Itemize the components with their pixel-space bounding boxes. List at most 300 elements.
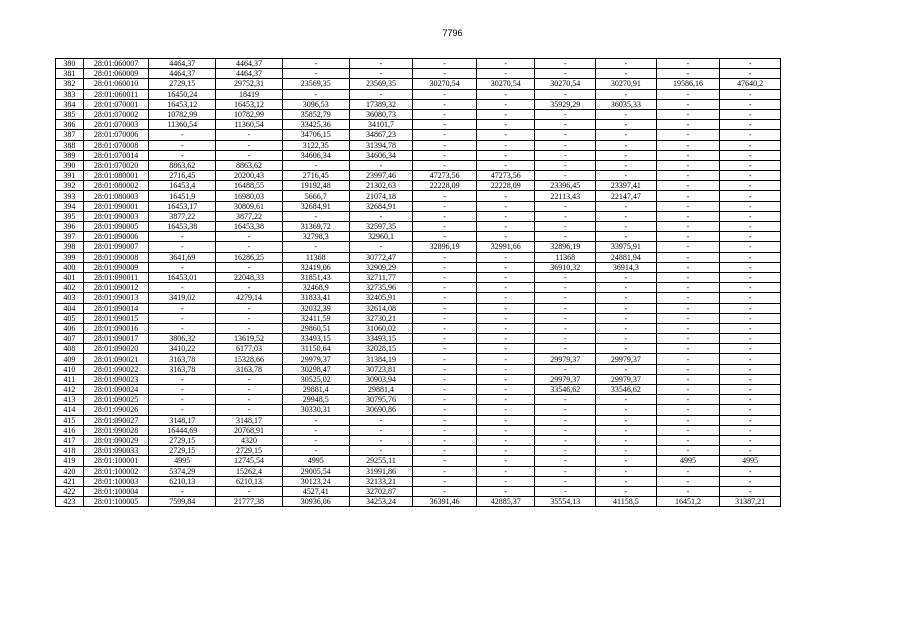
cadastral-number-cell: 28:01:090011 <box>83 272 149 282</box>
value-cell: 30330,31 <box>282 405 349 415</box>
value-cell: 47640,2 <box>720 79 781 89</box>
value-cell: 32684,91 <box>282 201 349 211</box>
cadastral-number-cell: 28:01:090023 <box>83 374 149 384</box>
value-cell: - <box>349 160 413 170</box>
value-cell: 32896,19 <box>413 242 477 252</box>
value-cell: - <box>596 364 657 374</box>
cadastral-number-cell: 28:01:100005 <box>83 497 149 507</box>
value-cell: 29979,37 <box>535 354 596 364</box>
value-cell: - <box>282 446 349 456</box>
value-cell: - <box>656 232 720 242</box>
table-row <box>56 181 781 191</box>
row-number-cell: 417 <box>56 435 84 445</box>
table-row <box>56 395 781 405</box>
value-cell: - <box>149 130 216 140</box>
value-cell: - <box>656 446 720 456</box>
value-cell: 32405,91 <box>349 293 413 303</box>
value-cell: 31387,21 <box>720 497 781 507</box>
row-number-cell: 414 <box>56 405 84 415</box>
value-cell: - <box>149 242 216 252</box>
value-cell: - <box>720 242 781 252</box>
value-cell: - <box>349 59 413 69</box>
value-cell: 29881,4 <box>282 385 349 395</box>
value-cell: - <box>149 405 216 415</box>
value-cell: - <box>535 334 596 344</box>
value-cell: - <box>720 99 781 109</box>
value-cell: - <box>596 344 657 354</box>
cadastral-number-cell: 28:01:090028 <box>83 425 149 435</box>
value-cell: - <box>720 303 781 313</box>
value-cell: 32028,15 <box>349 344 413 354</box>
cadastral-number-cell: 28:01:070008 <box>83 140 149 150</box>
value-cell: 32597,35 <box>349 222 413 232</box>
row-number-cell: 415 <box>56 415 84 425</box>
row-number-cell: 390 <box>56 160 84 170</box>
value-cell: 32684,91 <box>349 201 413 211</box>
row-number-cell: 393 <box>56 191 84 201</box>
cadastral-number-cell: 28:01:090016 <box>83 323 149 333</box>
value-cell: 30270,54 <box>413 79 477 89</box>
value-cell: 30809,61 <box>216 201 283 211</box>
cadastral-number-cell: 28:01:070002 <box>83 109 149 119</box>
value-cell: - <box>596 395 657 405</box>
value-cell: - <box>216 395 283 405</box>
value-cell: - <box>149 140 216 150</box>
value-cell: - <box>656 171 720 181</box>
value-cell: - <box>656 252 720 262</box>
row-number-cell: 405 <box>56 313 84 323</box>
value-cell: 16488,55 <box>216 181 283 191</box>
table-row <box>56 272 781 282</box>
value-cell: - <box>476 272 535 282</box>
value-cell: 4464,37 <box>216 59 283 69</box>
value-cell: - <box>413 354 477 364</box>
value-cell: 36914,3 <box>596 262 657 272</box>
value-cell: 32896,19 <box>535 242 596 252</box>
value-cell: - <box>720 323 781 333</box>
value-cell: - <box>476 262 535 272</box>
value-cell: - <box>596 69 657 79</box>
row-number-cell: 416 <box>56 425 84 435</box>
cadastral-number-cell: 28:01:070003 <box>83 120 149 130</box>
value-cell: 32468,9 <box>282 283 349 293</box>
value-cell: - <box>596 201 657 211</box>
value-cell: 3122,35 <box>282 140 349 150</box>
table-row <box>56 150 781 160</box>
value-cell: 36391,46 <box>413 497 477 507</box>
value-cell: - <box>535 89 596 99</box>
value-cell: 3877,22 <box>149 211 216 221</box>
value-cell: - <box>535 456 596 466</box>
value-cell: - <box>720 59 781 69</box>
value-cell: 23396,45 <box>535 181 596 191</box>
value-cell: - <box>413 120 477 130</box>
value-cell: - <box>413 232 477 242</box>
row-number-cell: 401 <box>56 272 84 282</box>
value-cell: - <box>413 446 477 456</box>
value-cell: 30270,54 <box>476 79 535 89</box>
value-cell: 30795,76 <box>349 395 413 405</box>
value-cell: 33493,15 <box>349 334 413 344</box>
value-cell: - <box>149 232 216 242</box>
value-cell: - <box>476 232 535 242</box>
value-cell: - <box>413 191 477 201</box>
cadastral-number-cell: 28:01:070006 <box>83 130 149 140</box>
value-cell: 30525,02 <box>282 374 349 384</box>
value-cell: 32960,1 <box>349 232 413 242</box>
value-cell: - <box>535 59 596 69</box>
value-cell: 2729,15 <box>149 79 216 89</box>
table-row <box>56 497 781 507</box>
value-cell: 30298,47 <box>282 364 349 374</box>
value-cell: 29979,37 <box>535 374 596 384</box>
row-number-cell: 413 <box>56 395 84 405</box>
value-cell: 20200,43 <box>216 171 283 181</box>
value-cell: 16453,17 <box>149 201 216 211</box>
value-cell: - <box>720 446 781 456</box>
value-cell: - <box>476 283 535 293</box>
value-cell: - <box>476 99 535 109</box>
value-cell: - <box>656 405 720 415</box>
value-cell: - <box>720 405 781 415</box>
value-cell: - <box>216 313 283 323</box>
value-cell: - <box>476 160 535 170</box>
cadastral-number-cell: 28:01:090008 <box>83 252 149 262</box>
value-cell: - <box>656 201 720 211</box>
table-row <box>56 334 781 344</box>
value-cell: 31394,78 <box>349 140 413 150</box>
value-cell: 35929,29 <box>535 99 596 109</box>
value-cell: - <box>349 89 413 99</box>
value-cell: - <box>535 415 596 425</box>
value-cell: - <box>596 486 657 496</box>
value-cell: - <box>535 160 596 170</box>
value-cell: 29752,31 <box>216 79 283 89</box>
value-cell: - <box>535 140 596 150</box>
cadastral-number-cell: 28:01:090020 <box>83 344 149 354</box>
value-cell: - <box>656 374 720 384</box>
value-cell: - <box>656 181 720 191</box>
value-cell: - <box>596 334 657 344</box>
value-cell: 31851,43 <box>282 272 349 282</box>
value-cell: 41158,5 <box>596 497 657 507</box>
table-row <box>56 415 781 425</box>
value-cell: - <box>476 334 535 344</box>
value-cell: - <box>656 415 720 425</box>
value-cell: - <box>720 425 781 435</box>
cadastral-number-cell: 28:01:080001 <box>83 171 149 181</box>
value-cell: - <box>720 120 781 130</box>
value-cell: - <box>282 415 349 425</box>
value-cell: - <box>476 344 535 354</box>
value-cell: - <box>282 89 349 99</box>
value-cell: 16451,2 <box>656 497 720 507</box>
value-cell: - <box>282 59 349 69</box>
value-cell: - <box>476 252 535 262</box>
value-cell: 30936,06 <box>282 497 349 507</box>
value-cell: 33975,91 <box>596 242 657 252</box>
value-cell: 11360,54 <box>149 120 216 130</box>
table-row <box>56 486 781 496</box>
value-cell: - <box>349 435 413 445</box>
value-cell: - <box>596 293 657 303</box>
value-cell: - <box>720 385 781 395</box>
table-row <box>56 109 781 119</box>
value-cell: - <box>476 456 535 466</box>
row-number-cell: 421 <box>56 476 84 486</box>
value-cell: - <box>149 313 216 323</box>
value-cell: - <box>413 323 477 333</box>
value-cell: - <box>656 160 720 170</box>
value-cell: 31369,72 <box>282 222 349 232</box>
value-cell: - <box>656 150 720 160</box>
value-cell: - <box>656 109 720 119</box>
value-cell: - <box>720 191 781 201</box>
value-cell: 34101,7 <box>349 120 413 130</box>
value-cell: - <box>596 140 657 150</box>
row-number-cell: 388 <box>56 140 84 150</box>
value-cell: 16453,01 <box>149 272 216 282</box>
value-cell: 30270,54 <box>535 79 596 89</box>
value-cell: - <box>216 262 283 272</box>
row-number-cell: 423 <box>56 497 84 507</box>
value-cell: - <box>535 69 596 79</box>
table-row <box>56 354 781 364</box>
value-cell: - <box>149 303 216 313</box>
table-row <box>56 242 781 252</box>
value-cell: - <box>720 89 781 99</box>
cadastral-number-cell: 28:01:090015 <box>83 313 149 323</box>
value-cell: - <box>282 425 349 435</box>
value-cell: 33493,15 <box>282 334 349 344</box>
value-cell: 8863,62 <box>149 160 216 170</box>
value-cell: 34606,34 <box>282 150 349 160</box>
table-row <box>56 364 781 374</box>
value-cell: - <box>216 385 283 395</box>
value-cell: 29948,5 <box>282 395 349 405</box>
value-cell: - <box>596 415 657 425</box>
table-row <box>56 252 781 262</box>
value-cell: - <box>656 486 720 496</box>
row-number-cell: 419 <box>56 456 84 466</box>
cadastral-number-cell: 28:01:080003 <box>83 191 149 201</box>
value-cell: - <box>656 425 720 435</box>
value-cell: 4995 <box>656 456 720 466</box>
cadastral-number-cell: 28:01:090007 <box>83 242 149 252</box>
row-number-cell: 418 <box>56 446 84 456</box>
value-cell: - <box>656 89 720 99</box>
value-cell: - <box>720 435 781 445</box>
value-cell: - <box>216 140 283 150</box>
value-cell: 33425,36 <box>282 120 349 130</box>
value-cell: - <box>413 313 477 323</box>
value-cell: - <box>720 415 781 425</box>
row-number-cell: 402 <box>56 283 84 293</box>
value-cell: - <box>656 344 720 354</box>
value-cell: 31991,86 <box>349 466 413 476</box>
value-cell: 3163,78 <box>149 354 216 364</box>
value-cell: - <box>476 201 535 211</box>
value-cell: - <box>149 486 216 496</box>
value-cell: 16450,24 <box>149 89 216 99</box>
value-cell: - <box>216 303 283 313</box>
value-cell: 31384,19 <box>349 354 413 364</box>
table-row <box>56 385 781 395</box>
value-cell: - <box>596 150 657 160</box>
table-row <box>56 69 781 79</box>
value-cell: - <box>535 395 596 405</box>
cadastral-number-cell: 28:01:090013 <box>83 293 149 303</box>
value-cell: - <box>656 435 720 445</box>
value-cell: - <box>149 374 216 384</box>
value-cell: 4995 <box>149 456 216 466</box>
value-cell: 12745,54 <box>216 456 283 466</box>
value-cell: 32909,29 <box>349 262 413 272</box>
value-cell: 29979,37 <box>282 354 349 364</box>
value-cell: 31833,41 <box>282 293 349 303</box>
value-cell: - <box>656 476 720 486</box>
value-cell: - <box>596 109 657 119</box>
value-cell: 33546,62 <box>596 385 657 395</box>
cadastral-number-cell: 28:01:070020 <box>83 160 149 170</box>
value-cell: 3163,78 <box>149 364 216 374</box>
value-cell: - <box>720 171 781 181</box>
value-cell: - <box>476 89 535 99</box>
value-cell: 30690,86 <box>349 405 413 415</box>
value-cell: - <box>349 415 413 425</box>
value-cell: - <box>476 222 535 232</box>
value-cell: - <box>596 211 657 221</box>
value-cell: - <box>535 466 596 476</box>
value-cell: - <box>413 99 477 109</box>
value-cell: 4279,14 <box>216 293 283 303</box>
value-cell: 24881,94 <box>596 252 657 262</box>
value-cell: - <box>149 262 216 272</box>
cadastral-number-cell: 28:01:080002 <box>83 181 149 191</box>
value-cell: 11368 <box>282 252 349 262</box>
cadastral-number-cell: 28:01:090029 <box>83 435 149 445</box>
value-cell: - <box>476 466 535 476</box>
value-cell: - <box>413 374 477 384</box>
value-cell: 5666,7 <box>282 191 349 201</box>
value-cell: - <box>476 435 535 445</box>
value-cell: 2716,45 <box>149 171 216 181</box>
value-cell: - <box>413 395 477 405</box>
value-cell: - <box>720 181 781 191</box>
value-cell: - <box>596 313 657 323</box>
row-number-cell: 380 <box>56 59 84 69</box>
table-row <box>56 262 781 272</box>
value-cell: - <box>656 395 720 405</box>
row-number-cell: 420 <box>56 466 84 476</box>
value-cell: - <box>535 201 596 211</box>
value-cell: - <box>216 374 283 384</box>
value-cell: 16444,69 <box>149 425 216 435</box>
row-number-cell: 394 <box>56 201 84 211</box>
value-cell: 19192,48 <box>282 181 349 191</box>
value-cell: - <box>596 456 657 466</box>
value-cell: - <box>413 272 477 282</box>
value-cell: 3641,69 <box>149 252 216 262</box>
row-number-cell: 398 <box>56 242 84 252</box>
value-cell: - <box>535 425 596 435</box>
page-number: 7796 <box>442 28 463 38</box>
table-row <box>56 313 781 323</box>
table-row <box>56 344 781 354</box>
value-cell: - <box>535 476 596 486</box>
cadastral-number-cell: 28:01:100001 <box>83 456 149 466</box>
value-cell: - <box>476 69 535 79</box>
row-number-cell: 395 <box>56 211 84 221</box>
value-cell: - <box>476 59 535 69</box>
value-cell: - <box>596 446 657 456</box>
cadastral-number-cell: 28:01:060011 <box>83 89 149 99</box>
value-cell: - <box>596 160 657 170</box>
value-cell: 16286,25 <box>216 252 283 262</box>
value-cell: - <box>413 476 477 486</box>
value-cell: - <box>656 69 720 79</box>
value-cell: 5374,29 <box>149 466 216 476</box>
value-cell: 16980,03 <box>216 191 283 201</box>
value-cell: 2729,15 <box>149 435 216 445</box>
value-cell: - <box>413 456 477 466</box>
cadastral-number-cell: 28:01:060009 <box>83 69 149 79</box>
cadastral-number-cell: 28:01:090033 <box>83 446 149 456</box>
value-cell: - <box>413 425 477 435</box>
row-number-cell: 389 <box>56 150 84 160</box>
row-number-cell: 399 <box>56 252 84 262</box>
value-cell: - <box>596 89 657 99</box>
value-cell: 33546,62 <box>535 385 596 395</box>
value-cell: 31150,64 <box>282 344 349 354</box>
value-cell: - <box>535 323 596 333</box>
value-cell: 29881,4 <box>349 385 413 395</box>
value-cell: 23569,35 <box>349 79 413 89</box>
value-cell: - <box>476 293 535 303</box>
value-cell: - <box>720 69 781 79</box>
value-cell: - <box>535 120 596 130</box>
value-cell: 10782,99 <box>216 109 283 119</box>
cadastral-number-cell: 28:01:090027 <box>83 415 149 425</box>
value-cell: - <box>596 232 657 242</box>
value-cell: - <box>476 374 535 384</box>
value-cell: 21302,63 <box>349 181 413 191</box>
value-cell: 36080,73 <box>349 109 413 119</box>
row-number-cell: 383 <box>56 89 84 99</box>
value-cell: - <box>596 171 657 181</box>
value-cell: - <box>596 323 657 333</box>
table-row <box>56 323 781 333</box>
value-cell: - <box>535 303 596 313</box>
value-cell: - <box>596 476 657 486</box>
value-cell: 16453,38 <box>216 222 283 232</box>
value-cell: - <box>720 486 781 496</box>
value-cell: - <box>596 59 657 69</box>
value-cell: - <box>535 435 596 445</box>
value-cell: 29860,51 <box>282 323 349 333</box>
value-cell: 6210,13 <box>149 476 216 486</box>
value-cell: - <box>535 446 596 456</box>
value-cell: 32711,77 <box>349 272 413 282</box>
table-row <box>56 140 781 150</box>
value-cell: 32411,59 <box>282 313 349 323</box>
value-cell: 3419,02 <box>149 293 216 303</box>
value-cell: - <box>413 283 477 293</box>
value-cell: - <box>535 171 596 181</box>
value-cell: - <box>413 140 477 150</box>
value-cell: - <box>413 130 477 140</box>
value-cell: - <box>720 293 781 303</box>
